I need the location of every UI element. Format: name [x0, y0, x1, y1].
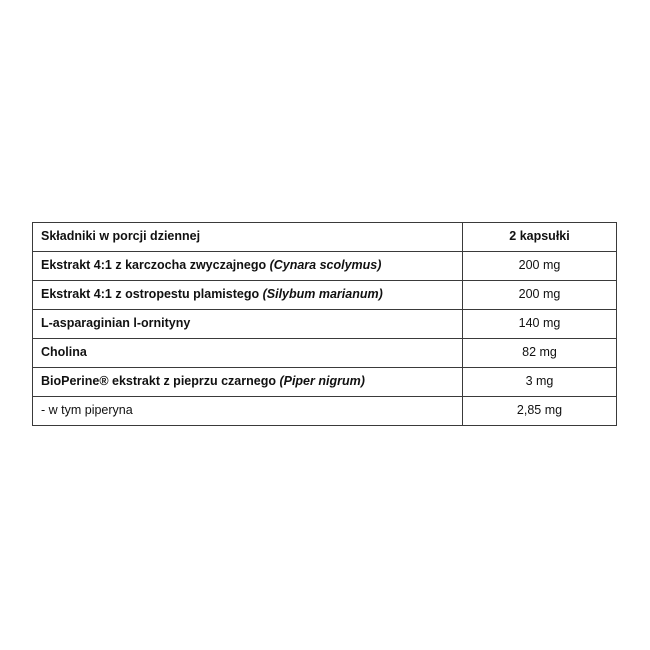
ingredient-cell — [33, 281, 463, 310]
amount-cell: 200 mg — [463, 252, 617, 281]
ingredient-latin-name: (Silybum marianum) — [262, 287, 383, 302]
ingredient-name: Ekstrakt 4:1 z ostropestu plamistego — [41, 287, 263, 302]
amount-cell: 140 mg — [463, 310, 617, 339]
ingredient-latin-name: (Piper nigrum) — [279, 374, 365, 389]
ingredient-name: BioPerine® ekstrakt z pieprzu czarnego — [41, 374, 280, 389]
table-header-row — [33, 223, 617, 252]
ingredient-name: - w tym piperyna — [41, 403, 133, 418]
ingredient-cell — [33, 310, 463, 339]
amount-cell: 82 mg — [463, 339, 617, 368]
table-row — [33, 397, 617, 426]
amount-cell: 200 mg — [463, 281, 617, 310]
ingredient-name: Ekstrakt 4:1 z karczocha zwyczajnego — [41, 258, 270, 273]
table-row — [33, 281, 617, 310]
amount-cell: 3 mg — [463, 368, 617, 397]
table-row — [33, 310, 617, 339]
ingredient-cell — [33, 368, 463, 397]
ingredient-name: L-asparaginian l-ornityny — [41, 316, 191, 331]
ingredient-latin-name: (Cynara scolymus) — [269, 258, 382, 273]
amount-cell: 2,85 mg — [463, 397, 617, 426]
ingredient-cell — [33, 339, 463, 368]
ingredients-table — [32, 222, 617, 426]
table-row — [33, 339, 617, 368]
header-ingredient: Składniki w porcji dziennej — [33, 223, 463, 252]
table-row — [33, 368, 617, 397]
ingredient-cell — [33, 397, 463, 426]
ingredient-name: Cholina — [41, 345, 87, 360]
table-row — [33, 252, 617, 281]
ingredient-cell — [33, 252, 463, 281]
header-amount: 2 kapsułki — [463, 223, 617, 252]
